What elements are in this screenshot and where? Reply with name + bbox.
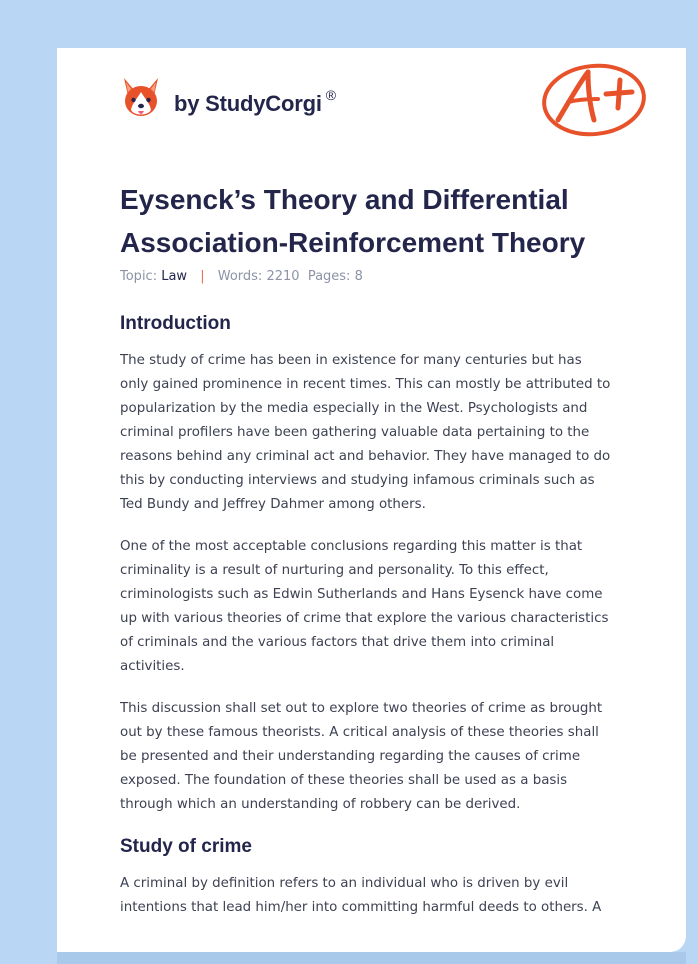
paragraph-line: This discussion shall set out to explore two theories of crime as brought: [120, 701, 603, 716]
paragraph: [120, 872, 636, 920]
paragraph-line: criminal profilers have been gathering valuable data pertaining to the: [120, 425, 590, 440]
pages-label: Pages:: [307, 269, 351, 284]
topic-label: Topic:: [120, 269, 158, 284]
section-heading: Study of crime: [120, 836, 252, 857]
paragraph-line: A criminal by definition refers to an individual who is driven by evil: [120, 876, 569, 891]
paragraph-line: criminologists such as Edwin Sutherlands and Hans Eysenck have come: [120, 587, 603, 602]
topic-link[interactable]: Law: [161, 269, 188, 284]
title-line: Eysenck’s Theory and Differential: [120, 184, 569, 215]
paragraph-line: out by these famous theorists. A critical analysis of these theories shall: [120, 725, 599, 740]
paragraph-line: Ted Bundy and Jeffrey Dahmer among others.: [120, 497, 426, 512]
paragraph-line: only gained prominence in recent times. This can mostly be attributed to: [120, 377, 611, 392]
sheet-shadow: [57, 952, 686, 964]
paragraph-line: of criminals and the various factors that drive them into criminal: [120, 635, 555, 650]
document-meta: [120, 269, 363, 284]
registered-mark: ®: [325, 87, 337, 103]
paragraph-line: The study of crime has been in existence for many centuries but has: [120, 353, 582, 368]
section-heading: Introduction: [120, 313, 231, 334]
brand-header[interactable]: [120, 76, 336, 122]
paragraph-line: activities.: [120, 659, 185, 674]
paragraph-line: popularization by the media especially in the West. Psychologists and: [120, 401, 588, 416]
a-plus-grade-icon: [538, 60, 648, 140]
paragraph-line: intentions that lead him/her into committing harmful deeds to others. A: [120, 900, 602, 915]
pages-count: 8: [354, 269, 363, 284]
paragraph-line: up with various theories of crime that explore the various characteristics: [120, 611, 609, 626]
words-label: Words:: [217, 269, 263, 284]
document-body: [120, 310, 636, 920]
brand-name: by StudyCorgi: [174, 91, 322, 116]
paragraph-line: this by conducting interviews and studying infamous criminals such as: [120, 473, 595, 488]
document-title: [120, 178, 660, 264]
meta-separator: |: [200, 269, 205, 284]
words-count: 2210: [266, 269, 300, 284]
paragraph-line: criminality is a result of nurturing and personality. To this effect,: [120, 563, 549, 578]
paragraph: [120, 349, 636, 517]
title-line: Association-Reinforcement Theory: [120, 227, 586, 258]
paragraph: [120, 697, 636, 817]
paragraph-line: One of the most acceptable conclusions regarding this matter is that: [120, 539, 583, 554]
paragraph: [120, 535, 636, 679]
corgi-logo-icon: [120, 76, 162, 122]
paragraph-line: reasons behind any criminal act and behavior. They have managed to do: [120, 449, 611, 464]
paragraph-line: be presented and their understanding regarding the causes of crime: [120, 749, 581, 764]
paragraph-line: exposed. The foundation of these theories shall be used as a basis: [120, 773, 568, 788]
paragraph-line: through which an understanding of robbery can be derived.: [120, 797, 521, 812]
